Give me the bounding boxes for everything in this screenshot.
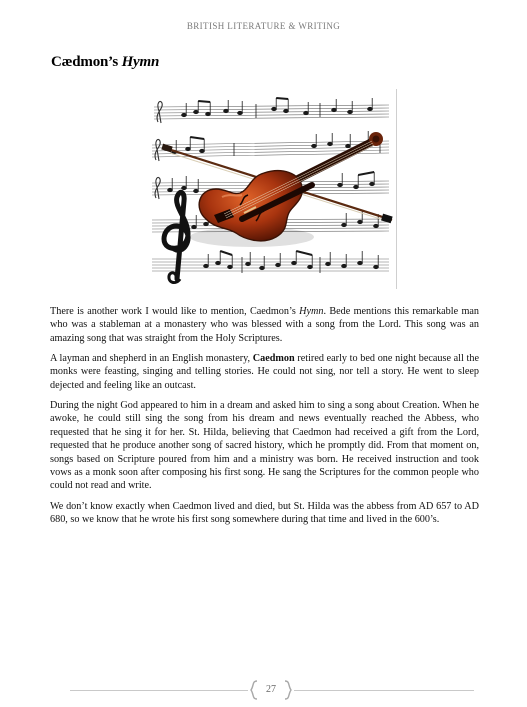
footer-rule-right (294, 690, 474, 691)
figure-border (396, 89, 397, 289)
paragraph-1 (50, 305, 479, 345)
footer-rule-left (70, 690, 248, 691)
page-number: 27 (266, 684, 276, 695)
body-text (50, 305, 479, 533)
paragraph-4: We don’t know exactly when Caedmon lived and died, but St. Hilda was the abbess from AD 657 to AD 680, so we know that he wrote his first song somewhere during that time and lived in the 600’s. (50, 500, 479, 526)
section-title-plain: Cædmon’s (51, 54, 122, 70)
running-header: BRITISH LITERATURE & WRITING (186, 21, 341, 31)
violin-icon (190, 132, 383, 247)
paragraph-1-text-a: There is another work I would like to mention, Caedmon’s (50, 306, 300, 317)
violin-sheet-music-icon (144, 89, 397, 289)
paragraph-3: During the night God appeared to him in a dream and asked him to sing a song about Creation. When he awoke, he could still sing the song from his dream and news eventually reached the Abbess, who requested that he sing it for her. St. Hilda, believing that Caedmon had received a gift from the Lord, requested that he produce another song of sacred history, which he promptly did. From that moment on, songs based on Scripture poured from him and a ministry was born. He received instruction and took vows as a monk soon after composing his first song. He sang the Scriptures for the common people who could not read and write. (50, 400, 479, 492)
paragraph-2 (50, 352, 479, 392)
paragraph-1-text-c: . Bede mentions this remarkable man who was a stableman at a monastery who was blessed with a song from the Lord. This song was an amazing song that was straight from the Holy Scriptures. (50, 306, 479, 344)
treble-clef-icon (164, 192, 188, 282)
paragraph-2-text-a: A layman and shepherd in an English monastery, (50, 353, 253, 365)
section-title-italic: Hymn (121, 54, 160, 70)
paragraph-2-text-c: retired early to bed one night because all the monks were feasting, singing and telling stories. He could not sing, nor tell a story. He went to sleep dejected and feeling like an outcast. (50, 353, 479, 391)
violin-sheet-music-illustration (144, 89, 397, 289)
section-title (51, 54, 159, 71)
paragraph-1-hymn-italic: Hymn (299, 306, 324, 317)
paragraph-2-caedmon-bold: Caedmon (252, 353, 295, 365)
